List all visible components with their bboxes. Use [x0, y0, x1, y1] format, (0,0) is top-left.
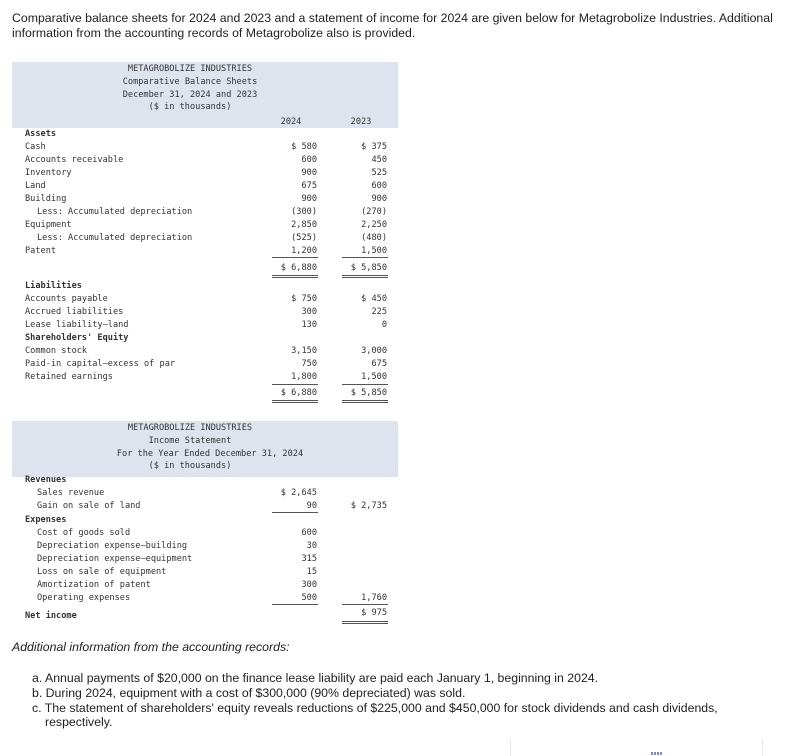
- is-title: Income Statement: [148, 436, 232, 446]
- asset-row-4-2024: 900: [301, 194, 317, 204]
- expense-row-3-value: 15: [306, 567, 317, 577]
- equity-row-2-label: Retained earnings: [25, 372, 113, 382]
- liab-subtotal-line-2023: [342, 384, 388, 385]
- asset-row-0-2024: $ 580: [291, 142, 317, 152]
- asset-row-5-2023: (270): [361, 207, 387, 217]
- asset-row-5-2024: (300): [291, 207, 317, 217]
- asset-row-2-2023: 525: [371, 168, 387, 178]
- revenue-row-0-label: Sales revenue: [37, 488, 105, 498]
- asset-row-6-2023: 2,250: [361, 220, 387, 230]
- asset-row-6-label: Equipment: [25, 220, 72, 230]
- asset-row-3-2024: 675: [301, 181, 317, 191]
- net-income-label: Net income: [25, 611, 77, 621]
- bs-title: Comparative Balance Sheets: [122, 77, 258, 87]
- problem-intro: Comparative balance sheets for 2024 and 2023 and a statement of income for 2024 are given below for Metagrobolize Industries. Additional information from the accounting records of Metagrobolize also is provided.: [12, 11, 773, 40]
- expenses-total: 1,760: [361, 593, 387, 603]
- liab-total-2023: $ 5,850: [350, 388, 387, 398]
- liability-row-1-2023: 225: [371, 307, 387, 317]
- asset-row-3-2023: 600: [371, 181, 387, 191]
- assets-total-underline-2023: [342, 275, 388, 276]
- drag-handle-icon[interactable]: [651, 752, 663, 755]
- assets-heading: Assets: [25, 129, 57, 139]
- net-income-underline-b: [342, 623, 388, 624]
- asset-row-7-2024: (525): [291, 233, 317, 243]
- note-c: c. The statement of shareholders' equity reveals reductions of $225,000 and $450,000 for stock dividends and cash dividends, respectively.: [32, 700, 718, 730]
- equity-row-2-2023: 1,500: [361, 372, 387, 382]
- liability-row-0-label: Accounts payable: [25, 294, 108, 304]
- asset-row-0-label: Cash: [25, 142, 46, 152]
- is-units: ($ in thousands): [148, 461, 232, 471]
- liab-total-underline-b: [272, 402, 318, 403]
- liability-row-0-2023: $ 450: [361, 294, 387, 304]
- liab-total-underline: [272, 400, 318, 401]
- assets-total-2024: $ 6,880: [280, 263, 317, 273]
- expense-row-1-label: Depreciation expense—building: [37, 541, 188, 551]
- equity-row-0-2024: 3,150: [291, 346, 317, 356]
- revenues-underline: [272, 512, 318, 513]
- liability-row-1-2024: 300: [301, 307, 317, 317]
- is-company: METAGROBOLIZE INDUSTRIES: [127, 423, 253, 433]
- asset-row-4-2023: 900: [371, 194, 387, 204]
- bottom-divider: [510, 740, 511, 756]
- equity-heading: Shareholders' Equity: [25, 333, 129, 343]
- expense-row-3-label: Loss on sale of equipment: [37, 567, 167, 577]
- bs-col-2023: 2023: [350, 117, 372, 127]
- additional-notes: [32, 671, 782, 730]
- assets-total-underline-2023-b: [342, 277, 388, 278]
- is-period: For the Year Ended December 31, 2024: [116, 449, 304, 459]
- liability-row-0-2024: $ 750: [291, 294, 317, 304]
- liability-row-1-label: Accrued liabilities: [25, 307, 124, 317]
- asset-row-7-2023: (480): [361, 233, 387, 243]
- expense-row-2-value: 315: [301, 554, 317, 564]
- equity-row-1-2024: 750: [301, 359, 317, 369]
- equity-row-2-2024: 1,800: [291, 372, 317, 382]
- note-b: b. During 2024, equipment with a cost of $300,000 (90% depreciated) was sold.: [32, 685, 466, 700]
- asset-row-5-label: Less: Accumulated depreciation: [37, 207, 193, 217]
- liab-total-2024: $ 6,880: [280, 388, 317, 398]
- liability-row-2-label: Lease liability—land: [25, 320, 129, 330]
- asset-row-8-2023: 1,500: [361, 246, 387, 256]
- assets-subtotal-line-2023: [342, 257, 388, 258]
- assets-total-underline-b: [272, 277, 318, 278]
- bottom-divider-2: [762, 740, 763, 756]
- expense-row-4-label: Amortization of patent: [37, 580, 151, 590]
- revenue-row-1-value: 90: [306, 501, 317, 511]
- equity-row-0-label: Common stock: [25, 346, 88, 356]
- asset-row-8-label: Patent: [25, 246, 57, 256]
- asset-row-2-2024: 900: [301, 168, 317, 178]
- liab-total-underline-2023-b: [342, 402, 388, 403]
- bs-date: December 31, 2024 and 2023: [122, 90, 258, 100]
- expense-row-2-label: Depreciation expense—equipment: [37, 554, 193, 564]
- net-income-value: $ 975: [361, 608, 387, 618]
- bs-company: METAGROBOLIZE INDUSTRIES: [127, 64, 253, 74]
- assets-subtotal-line: [272, 257, 318, 258]
- expenses-total-underline: [342, 604, 388, 605]
- equity-row-1-2023: 675: [371, 359, 387, 369]
- asset-row-1-2023: 450: [371, 155, 387, 165]
- liability-row-2-2023: 0: [381, 320, 387, 330]
- expense-row-4-value: 300: [301, 580, 317, 590]
- equity-row-1-label: Paid-in capital—excess of par: [25, 359, 176, 369]
- liability-row-2-2024: 130: [301, 320, 317, 330]
- asset-row-0-2023: $ 375: [361, 142, 387, 152]
- expense-row-1-value: 30: [306, 541, 317, 551]
- asset-row-2-label: Inventory: [25, 168, 72, 178]
- revenues-total: $ 2,735: [350, 501, 387, 511]
- net-income-underline: [342, 621, 388, 622]
- revenue-row-0-value: $ 2,645: [280, 488, 317, 498]
- expense-row-0-label: Cost of goods sold: [37, 528, 131, 538]
- asset-row-6-2024: 2,850: [291, 220, 317, 230]
- note-a: a. Annual payments of $20,000 on the finance lease liability are paid each January 1, beginning in 2024.: [32, 671, 599, 685]
- asset-row-3-label: Land: [25, 181, 46, 191]
- expenses-heading: Expenses: [25, 515, 67, 525]
- expense-row-5-label: Operating expenses: [37, 593, 131, 603]
- liabilities-heading: Liabilities: [25, 281, 82, 291]
- asset-row-1-label: Accounts receivable: [25, 155, 124, 165]
- asset-row-4-label: Building: [25, 194, 67, 204]
- expense-row-0-value: 600: [301, 528, 317, 538]
- expense-row-5-value: 500: [301, 593, 317, 603]
- asset-row-8-2024: 1,200: [291, 246, 317, 256]
- asset-row-7-label: Less: Accumulated depreciation: [37, 233, 193, 243]
- asset-row-1-2024: 600: [301, 155, 317, 165]
- bs-units: ($ in thousands): [148, 102, 232, 112]
- liab-total-underline-2023: [342, 400, 388, 401]
- assets-total-underline: [272, 275, 318, 276]
- revenue-row-1-label: Gain on sale of land: [37, 501, 141, 511]
- liab-subtotal-line: [272, 384, 318, 385]
- bs-col-2024: 2024: [280, 117, 302, 127]
- additional-info-heading: Additional information from the accounting records:: [12, 640, 290, 654]
- assets-total-2023: $ 5,850: [350, 263, 387, 273]
- equity-row-0-2023: 3,000: [361, 346, 387, 356]
- expenses-underline: [272, 604, 318, 605]
- revenues-heading: Revenues: [25, 475, 67, 485]
